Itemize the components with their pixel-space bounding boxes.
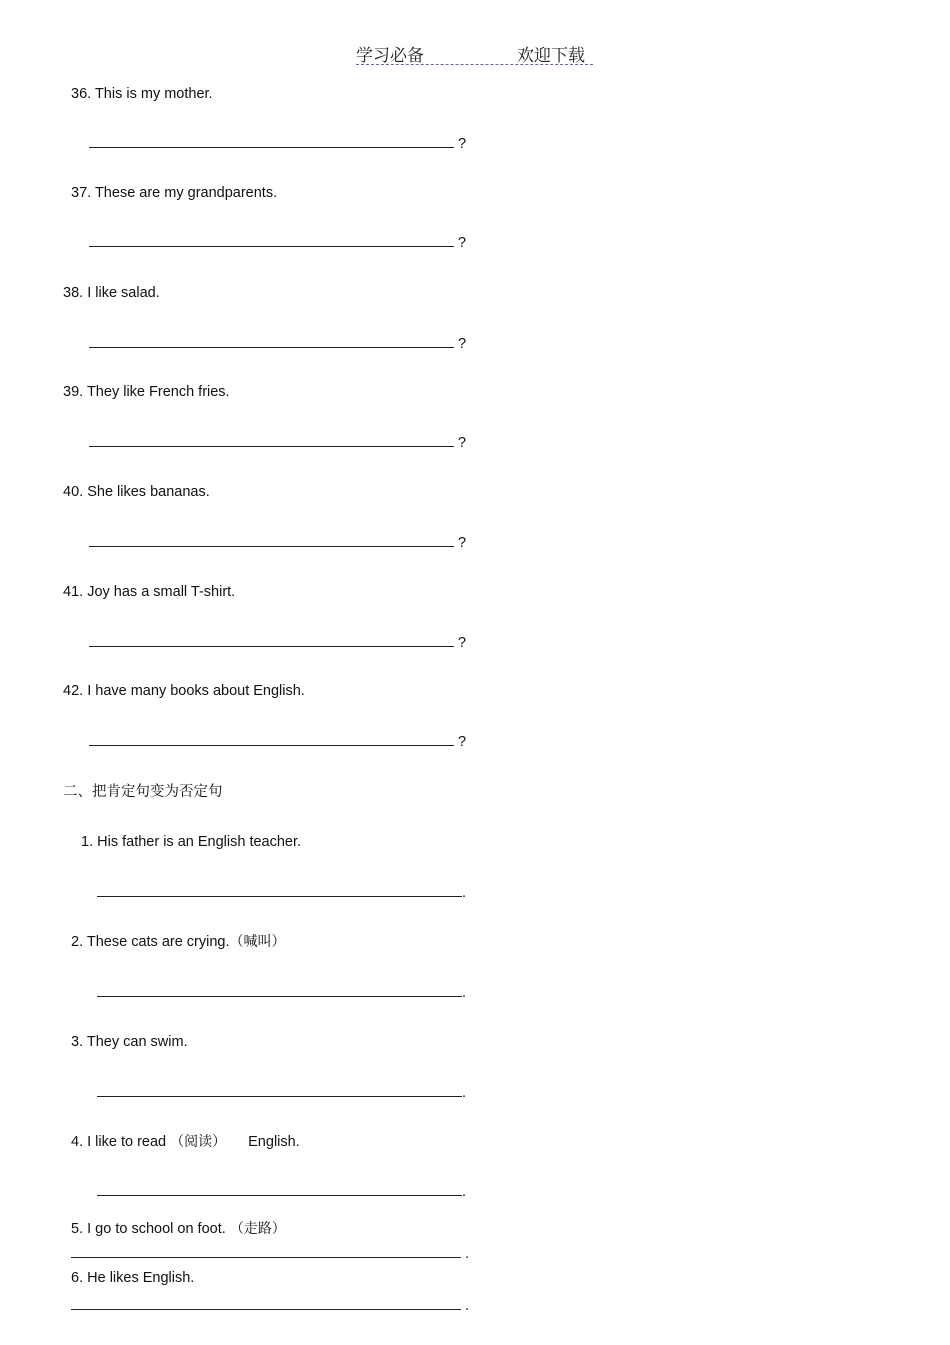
question-42: 42. I have many books about English. [63, 683, 305, 699]
answer-line-2-3[interactable]: . [97, 1083, 466, 1102]
answer-line-2-4[interactable]: . [97, 1182, 466, 1201]
question-2-4: 4. I like to read （阅读） English. [71, 1134, 300, 1150]
question-2-6: 6. He likes English. [71, 1270, 195, 1286]
answer-line-41[interactable]: ? [89, 633, 466, 652]
question-40: 40. She likes bananas. [63, 484, 210, 500]
section-2-title: 二、把肯定句变为否定句 [63, 784, 223, 800]
question-2-3: 3. They can swim. [71, 1034, 188, 1050]
answer-line-2-1[interactable]: . [97, 883, 466, 902]
question-39: 39. They like French fries. [63, 384, 230, 400]
answer-line-38[interactable]: ? [89, 334, 466, 353]
question-36: 36. This is my mother. [71, 86, 213, 102]
answer-line-2-5[interactable]: . [71, 1244, 469, 1263]
header-left-text: 学习必备 [356, 46, 424, 66]
note-walk: （走路） [229, 1221, 286, 1237]
answer-line-40[interactable]: ? [89, 533, 466, 552]
answer-line-42[interactable]: ? [89, 732, 466, 751]
answer-line-2-6[interactable]: . [71, 1296, 469, 1315]
note-shout: （喊叫） [229, 934, 286, 950]
answer-line-37[interactable]: ? [89, 233, 466, 252]
question-2-1: 1. His father is an English teacher. [81, 834, 302, 850]
question-37: 37. These are my grandparents. [71, 185, 278, 201]
answer-line-36[interactable]: ? [89, 134, 466, 153]
note-read: （阅读） [170, 1134, 227, 1150]
question-2-5: 5. I go to school on foot. （走路） [71, 1221, 286, 1237]
page-header [356, 40, 593, 65]
answer-line-39[interactable]: ? [89, 433, 466, 452]
answer-line-2-2[interactable]: . [97, 983, 466, 1002]
question-38: 38. I like salad. [63, 285, 160, 301]
question-2-2: 2. These cats are crying.（喊叫） [71, 934, 286, 950]
question-41: 41. Joy has a small T-shirt. [63, 584, 236, 600]
header-right-text: 欢迎下载 [517, 46, 585, 66]
